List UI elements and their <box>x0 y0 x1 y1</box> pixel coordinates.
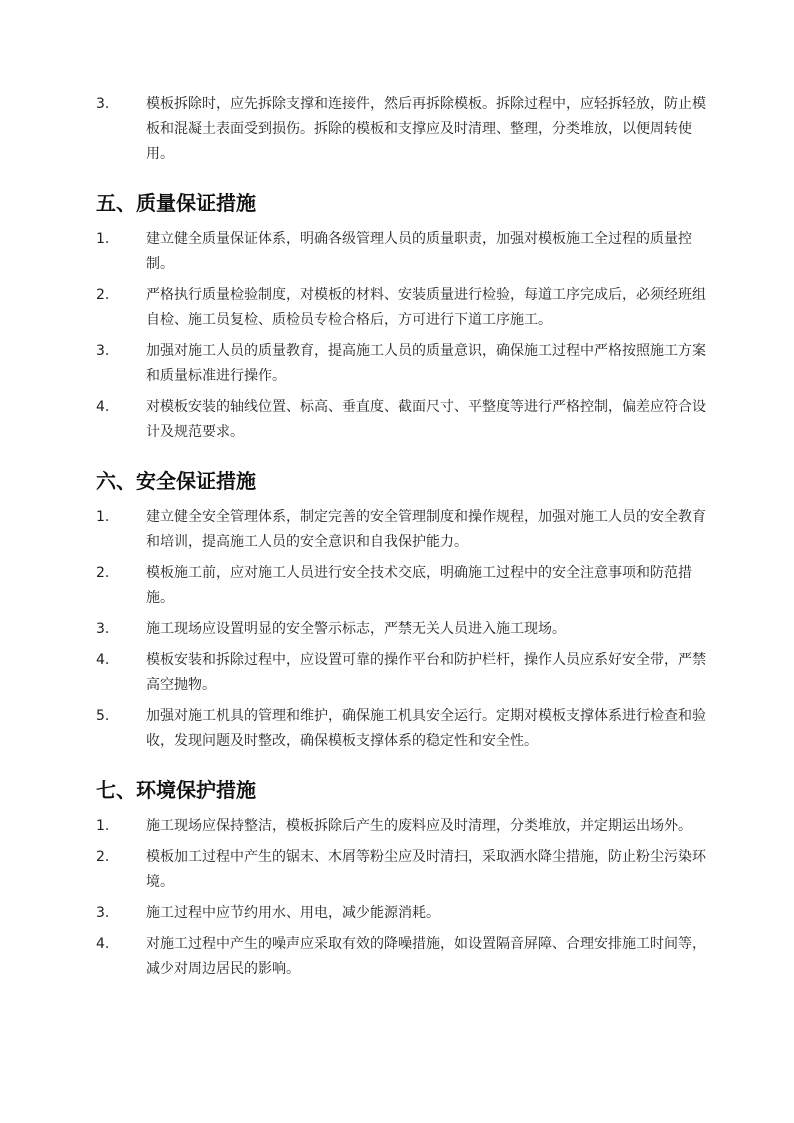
list-item <box>96 395 706 445</box>
list-item-text: 建立健全安全管理体系，制定完善的安全管理制度和操作规程，加强对施工人员的安全教育和培训，提高施工人员的安全意识和自我保护能力。 <box>146 509 706 550</box>
list-item <box>96 227 706 277</box>
list-item-number: 2. <box>96 565 110 581</box>
list-item-number: 1. <box>96 509 110 525</box>
list-item-number: 4. <box>96 652 110 668</box>
list-item-number: 1. <box>96 818 110 834</box>
list-item-number: 4. <box>96 399 110 415</box>
list-item-number: 1. <box>96 231 110 247</box>
list-item-number: 2. <box>96 287 110 303</box>
section-heading-safety: 六、安全保证措施 <box>96 469 256 493</box>
list-item <box>96 845 706 895</box>
list-item-text: 模板施工前，应对施工人员进行安全技术交底，明确施工过程中的安全注意事项和防范措施。 <box>146 565 692 606</box>
list-item-number: 3. <box>96 621 110 637</box>
list-item-number: 4. <box>96 936 110 952</box>
list-item-text: 加强对施工机具的管理和维护，确保施工机具安全运行。定期对模板支撑体系进行检查和验收，发现问题及时整改，确保模板支撑体系的稳定性和安全性。 <box>146 708 706 749</box>
list-item-text: 施工过程中应节约用水、用电，减少能源消耗。 <box>146 905 440 921</box>
section-heading-quality: 五、质量保证措施 <box>96 191 256 215</box>
list-item <box>96 932 706 982</box>
section-heading-environment: 七、环境保护措施 <box>96 778 256 802</box>
list-item-text: 对模板安装的轴线位置、标高、垂直度、截面尺寸、平整度等进行严格控制，偏差应符合设计及规范要求。 <box>146 399 706 440</box>
list-item <box>96 617 706 642</box>
list-item-text: 模板拆除时，应先拆除支撑和连接件，然后再拆除模板。拆除过程中，应轻拆轻放，防止模板和混凝土表面受到损伤。拆除的模板和支撑应及时清理、整理，分类堆放，以便周转使用。 <box>146 96 706 162</box>
list-item <box>96 814 706 839</box>
list-item <box>96 505 706 555</box>
list-item-text: 对施工过程中产生的噪声应采取有效的降噪措施，如设置隔音屏障、合理安排施工时间等，减少对周边居民的影响。 <box>146 936 706 977</box>
list-item-text: 模板安装和拆除过程中，应设置可靠的操作平台和防护栏杆，操作人员应系好安全带，严禁高空抛物。 <box>146 652 706 693</box>
list-item-number: 3. <box>96 96 110 112</box>
list-item <box>96 92 706 167</box>
list-item-text: 严格执行质量检验制度，对模板的材料、安装质量进行检验，每道工序完成后，必须经班组自检、施工员复检、质检员专检合格后，方可进行下道工序施工。 <box>146 287 706 328</box>
list-item-text: 模板加工过程中产生的锯末、木屑等粉尘应及时清扫，采取洒水降尘措施，防止粉尘污染环境。 <box>146 849 706 890</box>
list-item <box>96 339 706 389</box>
list-item <box>96 704 706 754</box>
list-item-text: 施工现场应设置明显的安全警示标志，严禁无关人员进入施工现场。 <box>146 621 566 637</box>
list-item <box>96 648 706 698</box>
list-item-number: 3. <box>96 343 110 359</box>
list-item-text: 建立健全质量保证体系，明确各级管理人员的质量职责，加强对模板施工全过程的质量控制。 <box>146 231 692 272</box>
list-item-text: 加强对施工人员的质量教育，提高施工人员的质量意识，确保施工过程中严格按照施工方案和质量标准进行操作。 <box>146 343 706 384</box>
list-item-text: 施工现场应保持整洁，模板拆除后产生的废料应及时清理，分类堆放，并定期运出场外。 <box>146 818 692 834</box>
list-item-number: 5. <box>96 708 110 724</box>
list-item-number: 3. <box>96 905 110 921</box>
document-content <box>96 92 706 988</box>
list-item <box>96 561 706 611</box>
list-item <box>96 283 706 333</box>
list-item <box>96 901 706 926</box>
list-item-number: 2. <box>96 849 110 865</box>
